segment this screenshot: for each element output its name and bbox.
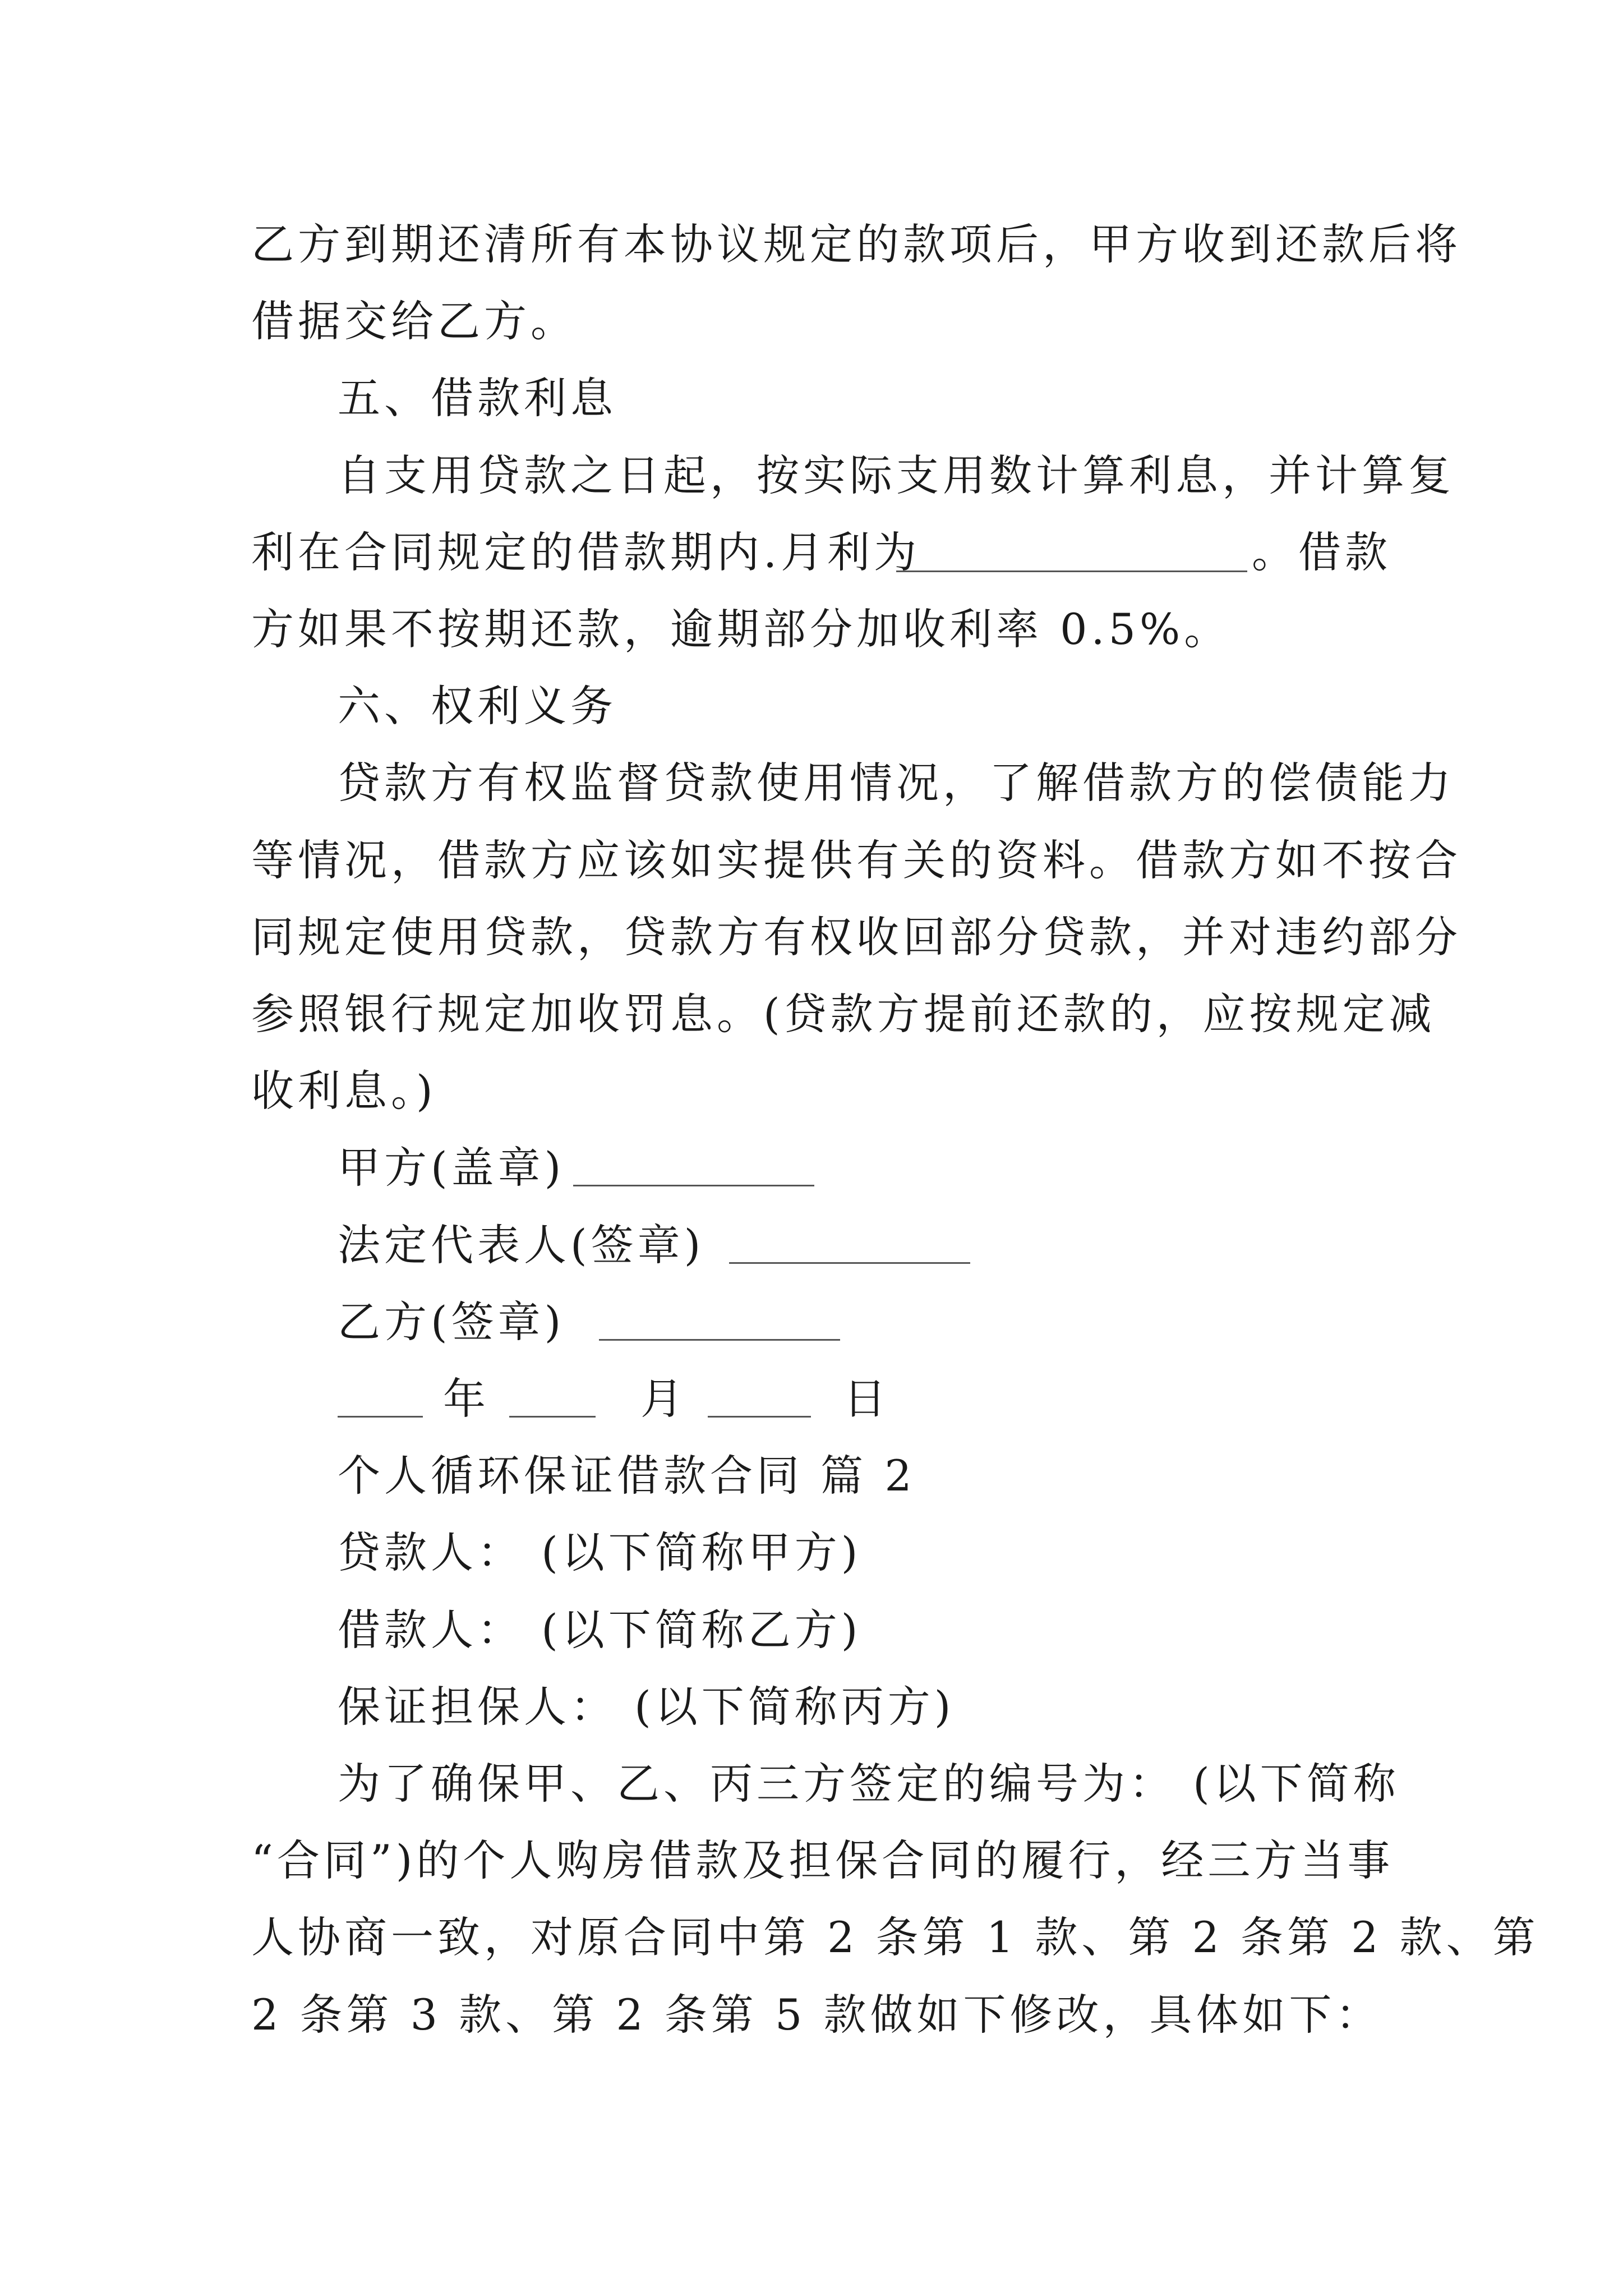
paragraph-line: 乙方到期还清所有本协议规定的款项后，甲方收到还款后将 (251, 219, 1461, 269)
year-blank (338, 1416, 423, 1418)
month-blank (509, 1416, 596, 1418)
paragraph-line: 2 条第 3 款、第 2 条第 5 款做如下修改，具体如下： (251, 1990, 1382, 2040)
guarantor-line: 保证担保人： (以下简称丙方) (338, 1682, 955, 1732)
legal-rep-signature-blank (729, 1262, 970, 1264)
section-heading: 六、权利义务 (338, 681, 617, 731)
paragraph-line: 。借款 (1252, 527, 1391, 577)
party-b-signature-label: 乙方(签章) (338, 1297, 565, 1347)
paragraph-line: 利在合同规定的借款期内.月利为 (251, 527, 921, 577)
year-label: 年 (443, 1374, 490, 1424)
paragraph-line: 贷款方有权监督贷款使用情况，了解借款方的偿债能力 (338, 758, 1455, 808)
paragraph-line: 同规定使用贷款，贷款方有权收回部分贷款，并对违约部分 (251, 912, 1461, 962)
lender-line: 贷款人： (以下简称甲方) (338, 1527, 862, 1577)
day-blank (708, 1416, 811, 1418)
paragraph-line: 为了确保甲、乙、丙三方签定的编号为： (以下简称 (338, 1759, 1400, 1809)
party-a-seal-blank (573, 1185, 814, 1186)
section-heading: 五、借款利息 (338, 373, 617, 423)
day-label: 日 (843, 1374, 890, 1424)
legal-rep-signature-label: 法定代表人(签章) (338, 1220, 705, 1270)
paragraph-line: 自支用贷款之日起，按实际支用数计算利息，并计算复 (338, 450, 1455, 500)
borrower-line: 借款人： (以下简称乙方) (338, 1605, 862, 1655)
paragraph-line: 人协商一致，对原合同中第 2 条第 1 款、第 2 条第 2 款、第 (251, 1912, 1539, 1962)
paragraph-line: “合同”)的个人购房借款及担保合同的履行，经三方当事 (251, 1835, 1394, 1885)
paragraph-line: 方如果不按期还款，逾期部分加收利率 0.5%。 (251, 604, 1231, 654)
month-label: 月 (640, 1374, 687, 1424)
paragraph-line: 等情况，借款方应该如实提供有关的资料。借款方如不按合 (251, 835, 1461, 885)
party-a-seal-label: 甲方(盖章) (338, 1143, 565, 1193)
paragraph-line: 参照银行规定加收罚息。(贷款方提前还款的，应按规定减 (251, 989, 1436, 1039)
party-b-signature-blank (599, 1339, 840, 1341)
paragraph-line: 借据交给乙方。 (251, 296, 577, 346)
monthly-rate-blank (896, 570, 1247, 572)
paragraph-line: 收利息。) (251, 1066, 437, 1116)
contract-title: 个人循环保证借款合同 篇 2 (338, 1451, 916, 1501)
